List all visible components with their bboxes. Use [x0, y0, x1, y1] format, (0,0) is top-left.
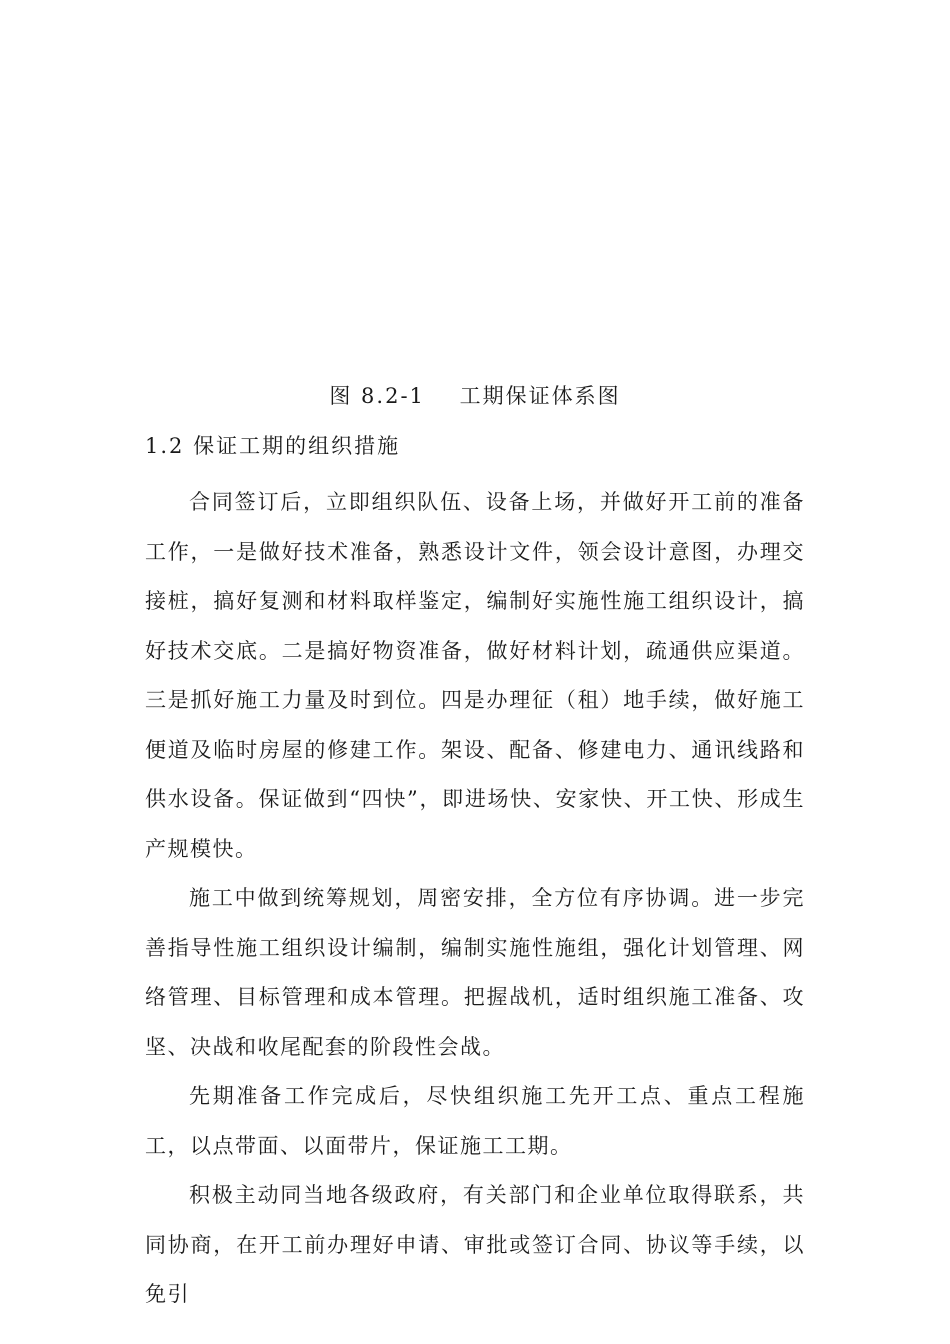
section-heading: 1.2 保证工期的组织措施	[145, 434, 401, 458]
paragraph-planning: 施工中做到统筹规划，周密安排，全方位有序协调。进一步完善指导性施工组织设计编制，编制实施性施组，强化计划管理、网络管理、目标管理和成本管理。把握战机，适时组织施工准备、攻坚、决战和收尾配套的阶段性会战。	[145, 886, 805, 1059]
body-text	[145, 478, 805, 1320]
figure-caption: 图 8.2-1 工期保证体系图	[329, 384, 621, 408]
paragraph-key-works: 先期准备工作完成后，尽快组织施工先开工点、重点工程施工，以点带面、以面带片，保证施工工期。	[145, 1084, 805, 1158]
paragraph-preparation: 合同签订后，立即组织队伍、设备上场，并做好开工前的准备工作，一是做好技术准备，熟悉设计文件，领会设计意图，办理交接桩，搞好复测和材料取样鉴定，编制好实施性施工组织设计，搞好技术交底。二是搞好物资准备，做好材料计划，疏通供应渠道。三是抓好施工力量及时到位。四是办理征（租）地手续，做好施工便道及临时房屋的修建工作。架设、配备、修建电力、通讯线路和供水设备。保证做到“四快”，即进场快、安家快、开工快、形成生产规模快。	[145, 490, 805, 861]
paragraph-coordination: 积极主动同当地各级政府，有关部门和企业单位取得联系，共同协商，在开工前办理好申请、审批或签订合同、协议等手续，以免引	[145, 1183, 805, 1306]
